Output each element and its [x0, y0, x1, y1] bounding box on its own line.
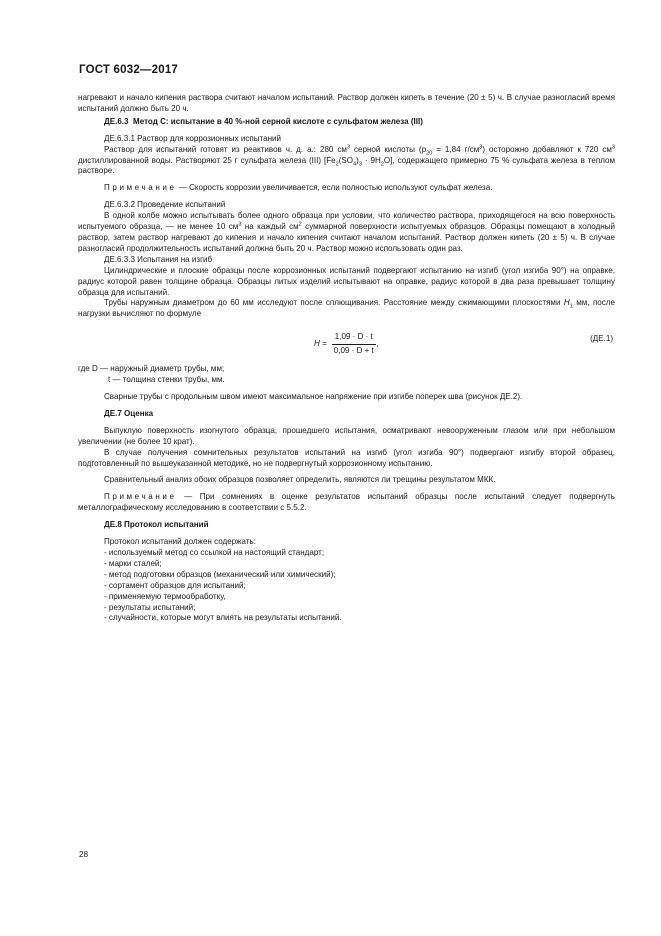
paragraph-test-procedure: В одной колбе можно испытывать более одного образца при условии, что количество раствора, приходящегося на всю поверхность испытуемого образца, — не менее 10 $см^3$ на каждый $см^2$ суммарной поверхности испытуемых образцов. Образцы помещают в холодный раствор, затем раствор нагревают до кипения и начало кипения считают началом испытаний. Раствор должен кипеть (20 ± 5) ч. В случае разногласий продолжительность испытаний должна быть 20 ч. Раствор можно использовать один раз.	[78, 211, 615, 253]
list-item: - применяемую термообработку,	[104, 591, 226, 601]
paragraph-bend-test: Цилиндрические и плоские образцы после коррозионных испытаний подвергают испытанию на изгиб (угол изгиба 90°) на оправке, радиус которой равен толщине образца. Образцы литых изделий испытывают на оправке, радиус которой в два раза превышает толщину образца для испытаний.	[78, 265, 615, 297]
formula-lhs: H =	[314, 339, 327, 349]
section-heading-de-8: ДЕ.8 Протокол испытаний	[104, 520, 209, 530]
where-line-thickness: t — толщина стенки трубы, мм.	[108, 375, 225, 385]
list-item: - случайности, которые могут влиять на результаты испытаний.	[104, 613, 342, 623]
paragraph-test-solution: Раствор для испытаний готовят из реактивов ч. д. а.: 280 $см^3$ серной кислоты ($p_{20} = 1,84$ $г/см^3$) осторожно добавляют к 720 $см^3$ дистиллированной воды. Растворяют 25 г сульфата железа (III) $[Fe_2(SO_4)_3 \cdot 9H_2O]$, содержащего примерно 75 % сульфата железа в теплом растворе.	[78, 143, 616, 176]
paragraph-evaluation-3: Сравнительный анализ обоих образцов позволяет определить, являются ли трещины результатом МКК.	[104, 475, 496, 485]
formula-number: (ДЕ.1)	[590, 334, 613, 344]
formula-denominator: 0,09 · D + t	[333, 346, 374, 356]
document-header: ГОСТ 6032—2017	[79, 64, 179, 76]
section-heading-de-7: ДЕ.7 Оценка	[104, 408, 154, 418]
list-item: - результаты испытаний;	[104, 602, 196, 612]
subsection-heading-de-6-3-1: ДЕ.6.3.1 Раствор для коррозионных испытаний	[104, 133, 281, 143]
section-title: Метод С: испытание в 40 %-ной серной кислоте с сульфатом железа (III)	[133, 116, 423, 126]
note-label: Примечание	[104, 492, 177, 502]
formula-expression	[314, 332, 379, 357]
list-item: - сортамент образцов для испытаний;	[104, 580, 246, 590]
subsection-heading-de-6-3-2: ДЕ.6.3.2 Проведение испытаний	[104, 200, 226, 210]
list-item: - метод подготовки образцов (механический или химический);	[104, 569, 336, 579]
paragraph-protocol-intro: Протокол испытаний должен содержать:	[104, 537, 256, 547]
formula-de-1	[78, 324, 615, 364]
subsection-heading-de-6-3-3: ДЕ.6.3.3 Испытания на изгиб	[104, 254, 213, 264]
paragraph-evaluation-1: Выпуклую поверхность изогнутого образца, прошедшего испытания, осматривают невооруженным глазом или при небольшом увеличении (не более 10 крат).	[78, 425, 615, 446]
section-heading-de-6-3	[104, 117, 615, 128]
list-item: - используемый метод со ссылкой на настоящий стандарт;	[104, 548, 325, 557]
note-metallography: Примечание — При сомнениях в оценке результатов испытаний образцы после испытаний следует подвергнуть металлографическому исследованию в соответствии с 5.5.2.	[78, 492, 615, 513]
list-item: - марки сталей;	[104, 558, 162, 568]
page-number: 28	[79, 850, 89, 859]
formula-fraction	[331, 332, 380, 357]
formula-end: ,	[376, 339, 380, 349]
paragraph-tube-flattening: Трубы наружным диаметром до 60 мм исследуют после сплющивания. Расстояние между сжимающими плоскостями $H_1$ мм, после нагрузки вычисляют по формуле	[78, 298, 615, 319]
note-corrosion-rate: Примечание — Скорость коррозии увеличивается, если полностью используют сульфат железа.	[104, 183, 493, 193]
note-label: Примечание	[104, 183, 177, 193]
paragraph-continuation: нагревают и начало кипения раствора считают началом испытаний. Раствор должен кипеть в течение (20 ± 5) ч. В случае разногласий время испытаний должно быть 20 ч.	[78, 93, 615, 113]
protocol-list	[78, 548, 615, 624]
paragraph-evaluation-2: В случае получения сомнительных результатов испытаний на изгиб (угол изгиба 90°) подвергают изгибу второй образец, подготовленный по вышеуказанной методике, но не подвергнутый коррозионному испытанию.	[78, 447, 615, 468]
paragraph-welded-tubes: Сварные трубы с продольным швом имеют максимальное напряжение при изгибе поперек шва (рисунок ДЕ.2).	[104, 392, 523, 402]
formula-numerator: 1,09 · D · t	[332, 332, 376, 345]
document-body	[78, 93, 615, 624]
where-line-diameter: где D — наружный диаметр трубы, мм;	[78, 364, 225, 374]
section-number: ДЕ.6.3	[104, 116, 129, 126]
